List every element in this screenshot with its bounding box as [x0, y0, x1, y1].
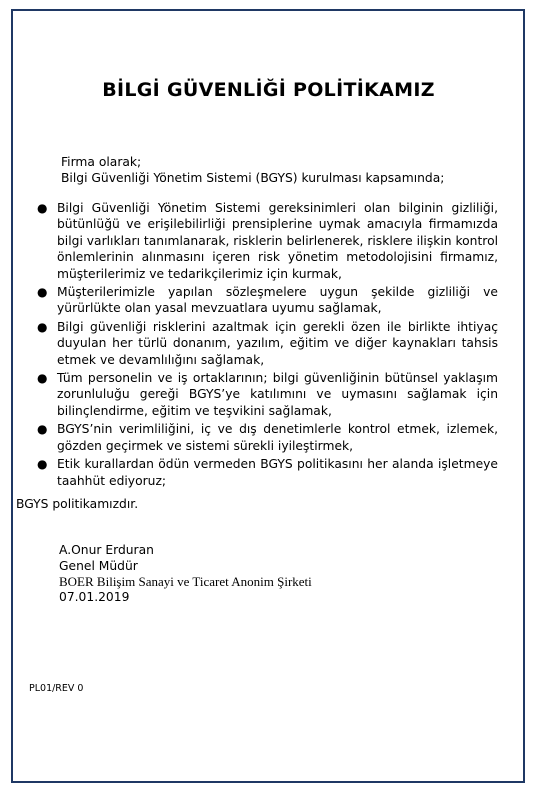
signatory-name: A.Onur Erduran — [59, 543, 154, 557]
list-item — [34, 421, 498, 454]
list-item-text: Etik kurallardan ödün vermeden BGYS politikasını her alanda işletmeye taahhüt ediyoruz; — [57, 457, 498, 488]
list-item — [34, 200, 498, 282]
intro-line-2: Bilgi Güvenliği Yönetim Sistemi (BGYS) kurulması kapsamında; — [61, 171, 445, 185]
bullet-icon: ● — [37, 285, 48, 300]
document-date: 07.01.2019 — [59, 589, 130, 604]
list-item-text: Bilgi Güvenliği Yönetim Sistemi gereksinimleri olan bilginin gizliliği, bütünlüğü ve erişilebilirliği prensiplerine uymak amacıyla firmamızda bilgi varlıkları tanımlanarak, risklerin belirlenerek, risklere ilişkin kontrol önlemlerinin alınmasını içeren risk yönetim metodolojisini firmamız, müşterilerimiz ve tedarikçilerimiz için kurmak, — [57, 201, 499, 281]
policy-list — [34, 200, 498, 491]
list-item — [34, 456, 498, 489]
list-item-text: BGYS’nin verimliliğini, iç ve dış denetimlerle kontrol etmek, izlemek, gözden geçirmek ve sistemi sürekli iyileştirmek, — [57, 422, 498, 453]
signatory-position: Genel Müdür — [59, 558, 138, 573]
list-item-text: Tüm personelin ve iş ortaklarının; bilgi güvenliğinin bütünsel yaklaşım zorunluluğu gereği BGYS’ye katılımını ve uymasını sağlamak için bilinçlendirme, eğitim ve teşvikini sağlamak, — [57, 371, 498, 418]
list-item — [34, 319, 498, 368]
bullet-icon: ● — [37, 371, 48, 386]
company-name: BOER Bilişim Sanayi ve Ticaret Anonim Şirketi — [59, 574, 312, 589]
document-code: PL01/REV 0 — [29, 683, 84, 694]
list-item — [34, 284, 498, 317]
intro-block — [61, 154, 444, 186]
list-item-text: Bilgi güvenliği risklerini azaltmak için gerekli özen ile birlikte ihtiyaç duyulan her türlü donanım, yazılım, eğitim ve diğer kaynakları tahsis etmek ve devamlılığını sağlamak, — [57, 319, 498, 367]
bullet-icon: ● — [37, 422, 48, 437]
list-item — [34, 370, 498, 419]
intro-line-1: Firma olarak; — [61, 155, 142, 169]
bullet-icon: ● — [37, 201, 48, 215]
bullet-icon: ● — [37, 319, 48, 334]
bullet-icon: ● — [37, 457, 48, 472]
document-title: BİLGİ GÜVENLİĞİ POLİTİKAMIZ — [102, 79, 435, 101]
closing-line: BGYS politikamızdır. — [16, 497, 139, 511]
signature-block — [59, 543, 312, 605]
list-item-text: Müşterilerimizle yapılan sözleşmelere uygun şekilde gizliliği ve yürürlükte olan yasal mevzuatlara uyumu sağlamak, — [57, 285, 498, 316]
